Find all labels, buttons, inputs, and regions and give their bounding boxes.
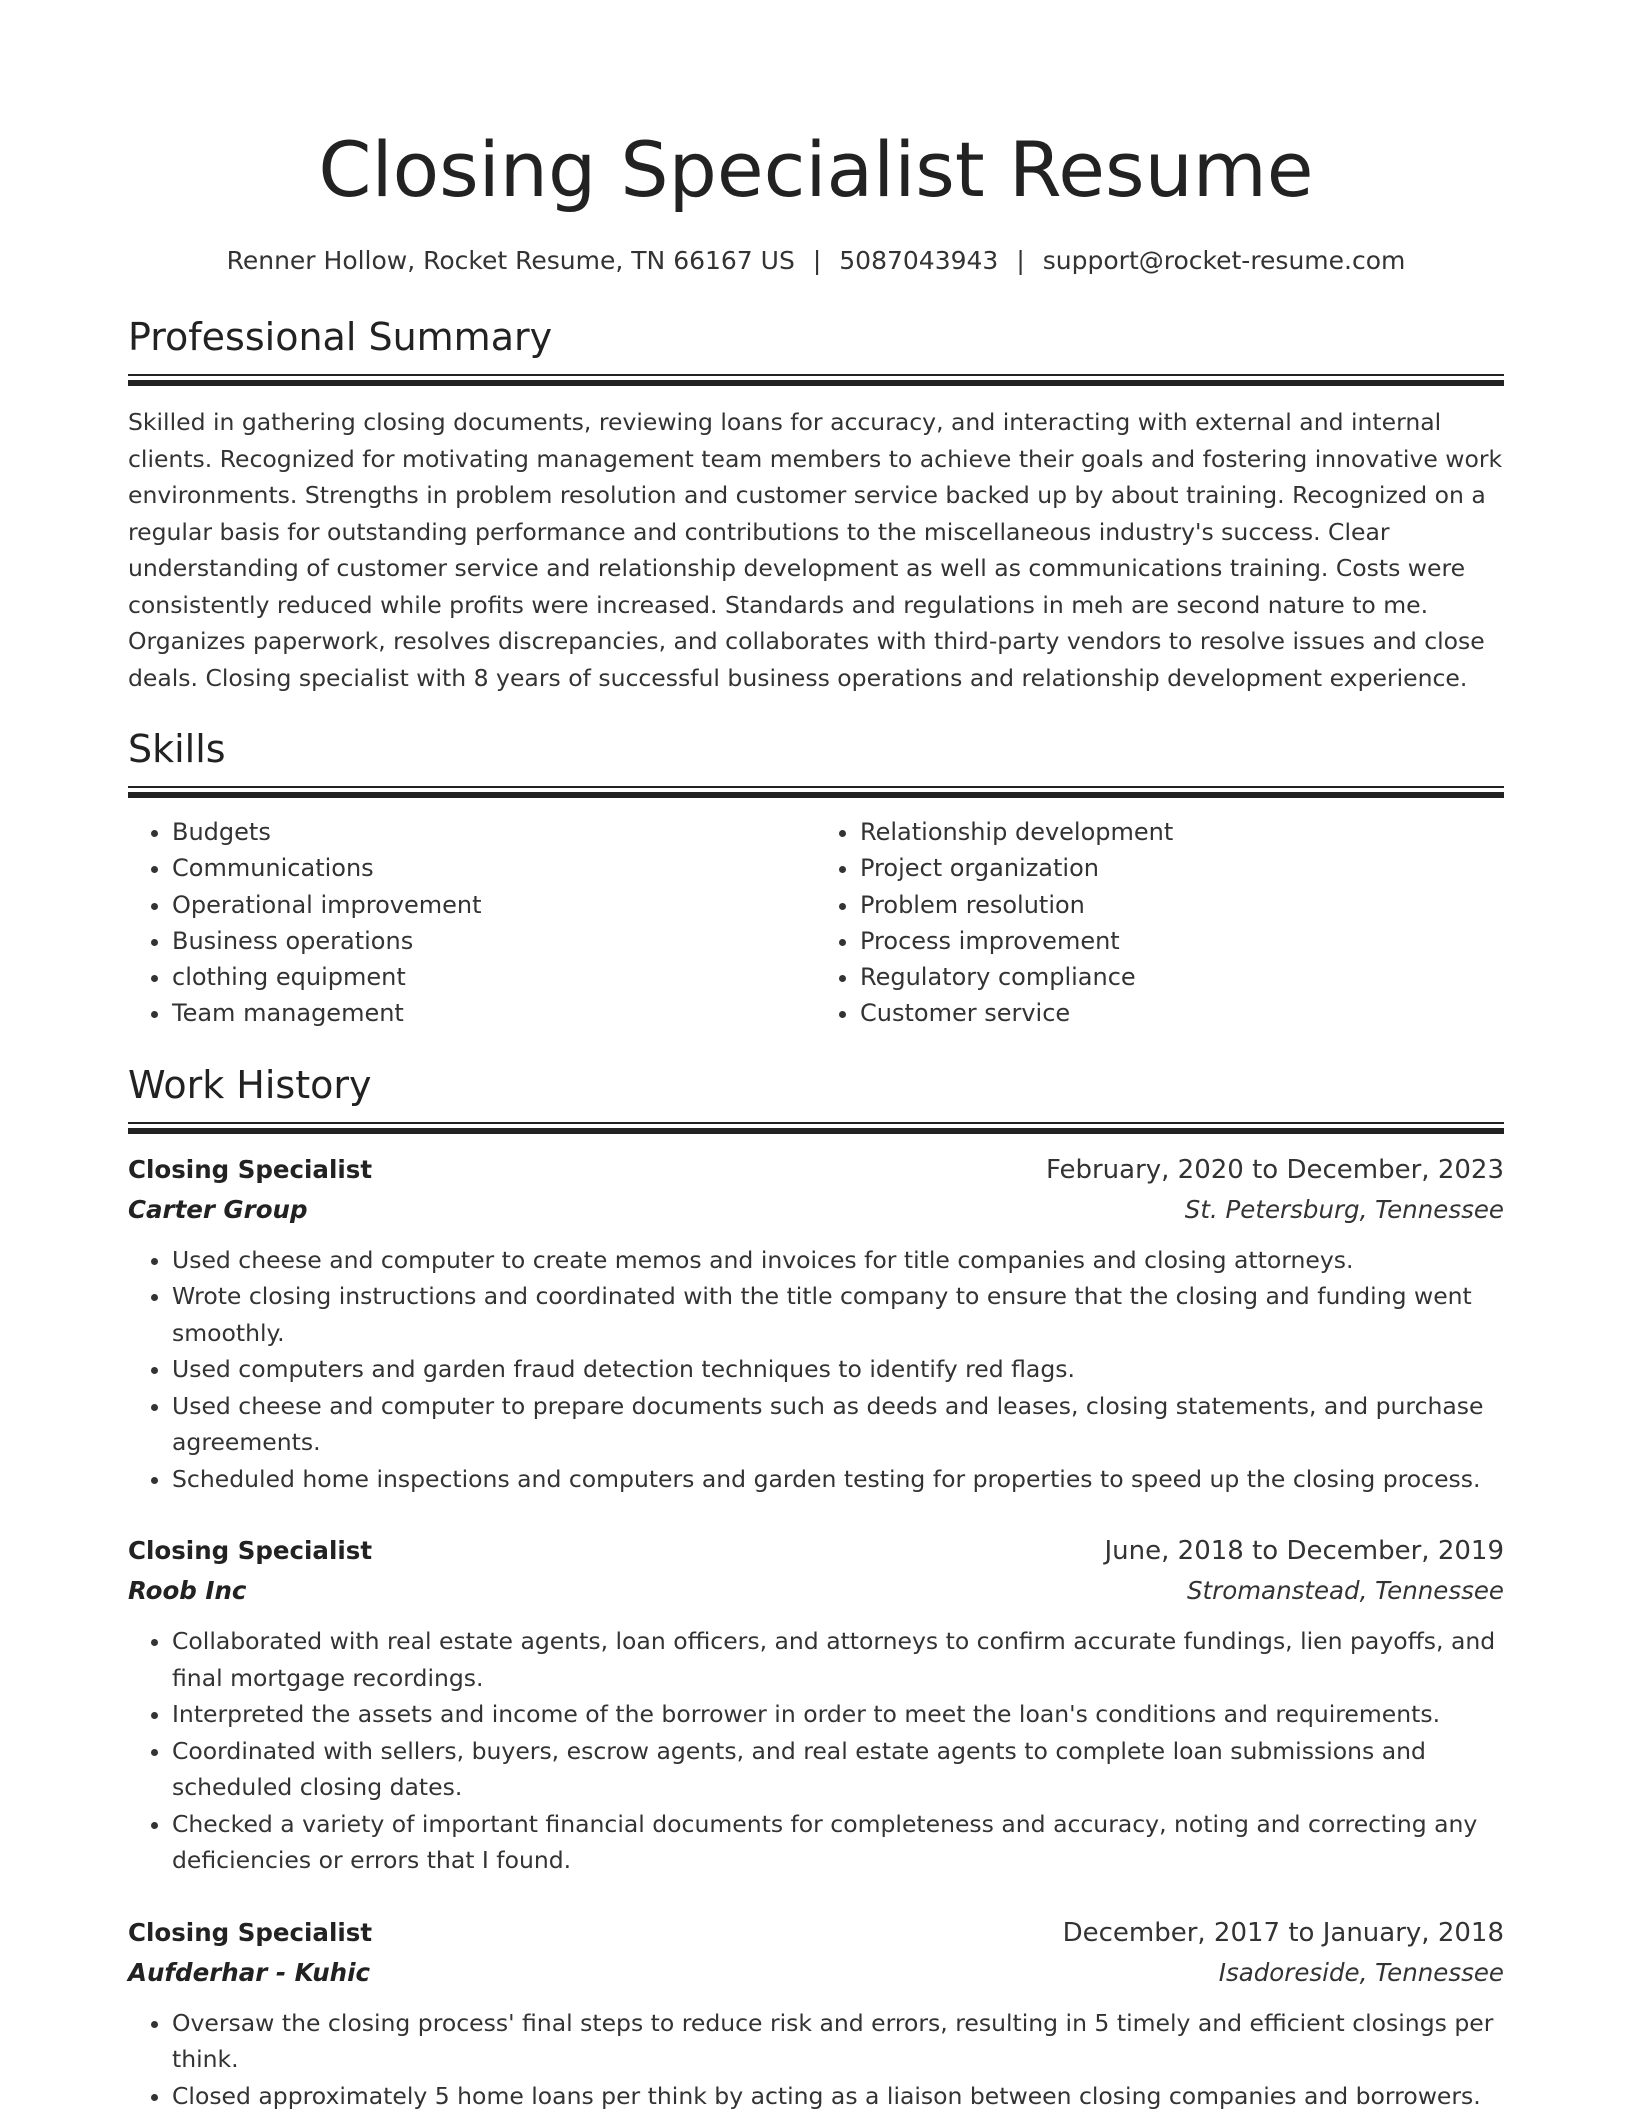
- skill-item: • Regulatory compliance: [860, 959, 1504, 995]
- contact-address: Renner Hollow, Rocket Resume, TN 66167 US: [226, 246, 795, 275]
- skills-list: [128, 814, 1504, 1032]
- job-bullet: • Used cheese and computer to prepare documents such as deeds and leases, closing statements, and purchase agreements.: [172, 1388, 1504, 1461]
- job-bullet: • Collaborated with real estate agents, loan officers, and attorneys to confirm accurate fundings, lien payoffs, and final mortgage recordings.: [172, 1623, 1504, 1696]
- contact-phone: 5087043943: [839, 246, 999, 275]
- job-subheader: [128, 1190, 1504, 1230]
- job-entry: [128, 1913, 1504, 2114]
- skills-column-left: [128, 814, 816, 1032]
- skills-column-right: [816, 814, 1504, 1032]
- contact-separator: |: [812, 246, 822, 275]
- skills-heading: Skills: [128, 727, 226, 771]
- job-bullet: • Closed approximately 5 home loans per think by acting as a liaison between closing companies and borrowers.: [172, 2078, 1504, 2114]
- job-entry: [128, 1531, 1504, 1879]
- job-header: [128, 1531, 1504, 1571]
- section-divider: [128, 786, 1504, 798]
- skill-item: • Budgets: [172, 814, 816, 850]
- job-location: St. Petersburg, Tennessee: [1184, 1194, 1504, 1224]
- skill-item: • Process improvement: [860, 923, 1504, 959]
- skill-item: • clothing equipment: [172, 959, 816, 995]
- skill-item: • Team management: [172, 995, 816, 1031]
- skill-item: • Project organization: [860, 850, 1504, 886]
- job-subheader: [128, 1571, 1504, 1611]
- job-title: Closing Specialist: [128, 1917, 373, 1947]
- contact-line: [128, 244, 1504, 278]
- job-dates: February, 2020 to December, 2023: [1045, 1154, 1504, 1185]
- job-entry: [128, 1150, 1504, 1498]
- summary-text: Skilled in gathering closing documents, reviewing loans for accuracy, and interacting with external and internal clients. Recognized for motivating management team members to achieve their goals and fostering innovative work environments. Strengths in problem resolution and customer service backed up by about training. Recognized on a regular basis for outstanding performance and contributions to the miscellaneous industry's success. Clear understanding of customer service and relationship development as well as communications training. Costs were consistently reduced while profits were increased. Standards and regulations in meh are second nature to me. Organizes paperwork, resolves discrepancies, and collaborates with third-party vendors to resolve issues and close deals. Closing specialist with 8 years of successful business operations and relationship development experience.: [128, 408, 1503, 692]
- job-header: [128, 1913, 1504, 1953]
- job-bullet: • Coordinated with sellers, buyers, escrow agents, and real estate agents to complete loan submissions and scheduled closing dates.: [172, 1733, 1504, 1806]
- summary-heading: Professional Summary: [128, 315, 553, 359]
- skill-item: • Business operations: [172, 923, 816, 959]
- job-company: Carter Group: [128, 1194, 308, 1224]
- job-company: Aufderhar - Kuhic: [128, 1957, 371, 1987]
- job-bullet: • Used cheese and computer to create memos and invoices for title companies and closing attorneys.: [172, 1242, 1504, 1279]
- job-location: Stromanstead, Tennessee: [1186, 1576, 1504, 1606]
- skill-item: • Communications: [172, 850, 816, 886]
- job-title: Closing Specialist: [128, 1154, 373, 1184]
- job-bullets: [128, 1623, 1504, 1879]
- job-company: Roob Inc: [128, 1576, 247, 1606]
- skill-item: • Problem resolution: [860, 887, 1504, 923]
- job-bullet: • Scheduled home inspections and computers and garden testing for properties to speed up the closing process.: [172, 1461, 1504, 1498]
- work-history-heading: Work History: [128, 1062, 372, 1107]
- job-title: Closing Specialist: [128, 1536, 373, 1566]
- skill-item: • Operational improvement: [172, 887, 816, 923]
- job-bullet: • Wrote closing instructions and coordinated with the title company to ensure that the closing and funding went smoothly.: [172, 1278, 1504, 1351]
- job-header: [128, 1150, 1504, 1190]
- job-bullet: • Interpreted the assets and income of the borrower in order to meet the loan's conditions and requirements.: [172, 1696, 1504, 1733]
- contact-separator: |: [1016, 246, 1025, 275]
- job-bullets: [128, 1242, 1504, 1498]
- job-dates: December, 2017 to January, 2018: [1062, 1917, 1504, 1948]
- job-bullets: [128, 2005, 1504, 2114]
- resume-title: Closing Specialist Resume: [318, 125, 1314, 214]
- job-bullet: • Oversaw the closing process' final steps to reduce risk and errors, resulting in 5 timely and efficient closings per think.: [172, 2005, 1504, 2078]
- job-bullet: • Checked a variety of important financial documents for completeness and accuracy, noting and correcting any deficiencies or errors that I found.: [172, 1806, 1504, 1879]
- contact-email: support@rocket-resume.com: [1042, 246, 1406, 275]
- section-divider: [128, 1122, 1504, 1134]
- job-dates: June, 2018 to December, 2019: [1104, 1536, 1504, 1567]
- skill-item: • Customer service: [860, 995, 1504, 1031]
- job-bullet: • Used computers and garden fraud detection techniques to identify red flags.: [172, 1351, 1504, 1388]
- job-location: Isadoreside, Tennessee: [1218, 1957, 1504, 1987]
- job-subheader: [128, 1953, 1504, 1993]
- section-divider: [128, 374, 1504, 386]
- skill-item: • Relationship development: [860, 814, 1504, 850]
